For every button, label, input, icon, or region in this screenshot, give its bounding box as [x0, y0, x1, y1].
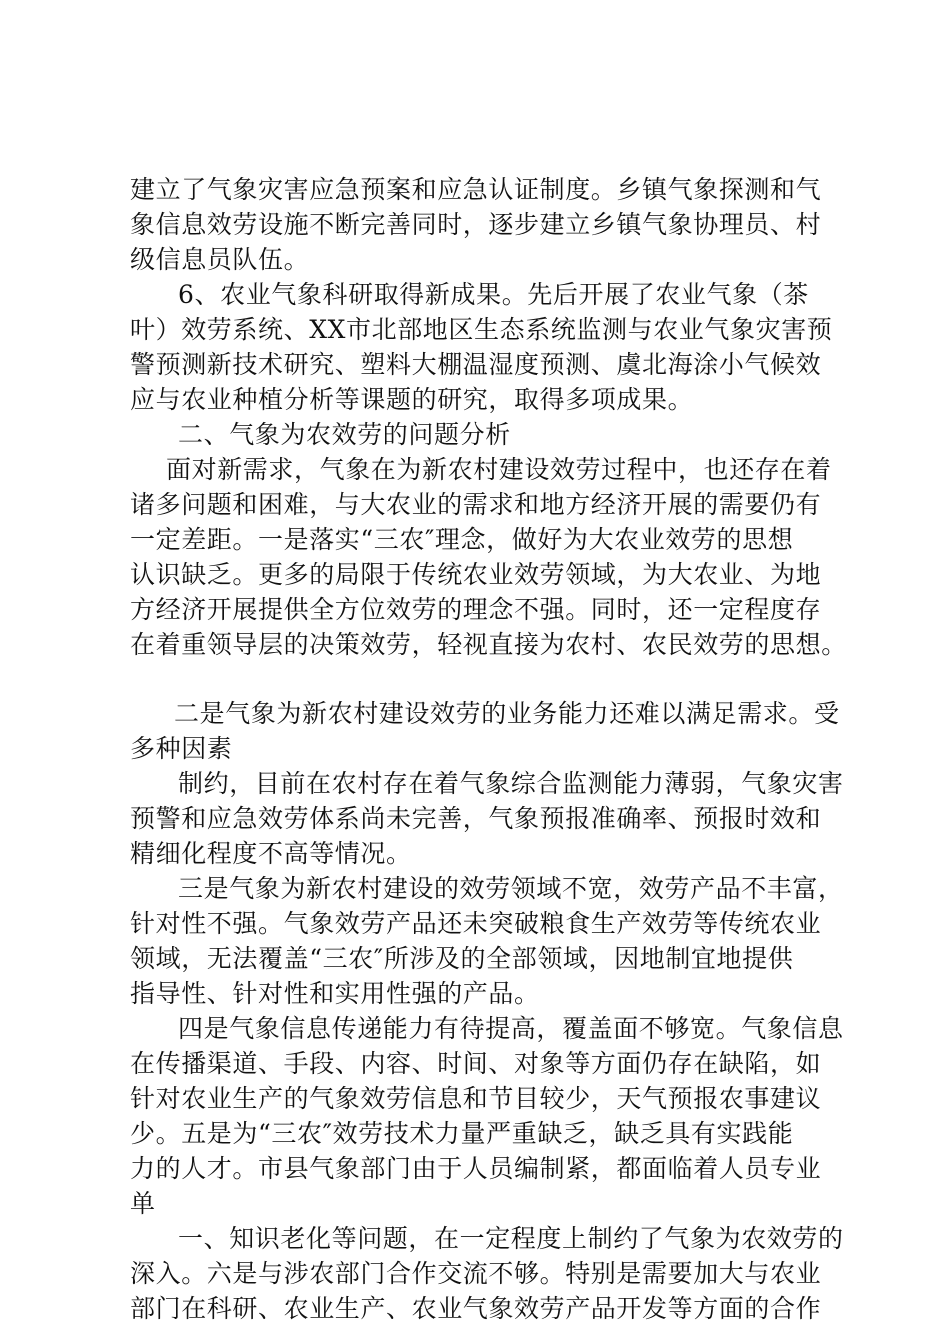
text-line: 制约，目前在农村存在着气象综合监测能力薄弱，气象灾害	[178, 769, 844, 798]
text-line: 在传播渠道、手段、内容、时间、对象等方面仍存在缺陷，如	[130, 1049, 822, 1078]
text-line: 面对新需求，气象在为新农村建设效劳过程中，也还存在着	[166, 455, 832, 484]
text-line: 方经济开展提供全方位效劳的理念不强。同时，还一定程度存	[130, 595, 822, 624]
text-line: 单	[130, 1189, 156, 1218]
text-line: 一、知识老化等问题，在一定程度上制约了气象为农效劳的	[178, 1224, 844, 1253]
text-line: 一定差距。一是落实“三农″理念，做好为大农业效劳的思想	[130, 525, 794, 554]
paragraph	[130, 277, 842, 417]
text-line: 6、农业气象科研取得新成果。先后开展了农业气象（茶	[178, 280, 809, 309]
text-line: 级信息员队伍。	[130, 245, 310, 274]
text-line: 针对农业生产的气象效劳信息和节目较少，天气预报农事建议	[130, 1084, 822, 1113]
paragraph	[130, 172, 842, 277]
text-line: 诸多问题和困难，与大农业的需求和地方经济开展的需要仍有	[130, 490, 822, 519]
text-line: 精细化程度不高等情况。	[130, 839, 412, 868]
paragraph	[130, 1221, 842, 1326]
text-line: 深入。六是与涉农部门合作交流不够。特别是需要加大与农业	[130, 1259, 822, 1288]
text-line: 四是气象信息传递能力有待提高，覆盖面不够宽。气象信息	[178, 1014, 844, 1043]
heading-line: 二、气象为农效劳的问题分析	[178, 420, 511, 449]
section-heading	[130, 417, 842, 452]
paragraph	[130, 766, 842, 871]
text-line: 三是气象为新农村建设的效劳领域不宽，效劳产品不丰富，	[178, 874, 844, 903]
paragraph	[130, 1011, 842, 1221]
text-line: 力的人才。市县气象部门由于人员编制紧，都面临着人员专业	[130, 1154, 822, 1183]
text-line: 领域，无法覆盖“三农″所涉及的全部领域，因地制宜地提供	[130, 944, 794, 973]
text-line: 在着重领导层的决策效劳，轻视直接为农村、农民效劳的思想。	[130, 630, 847, 659]
paragraph	[130, 452, 847, 662]
text-line: 象信息效劳设施不断完善同时，逐步建立乡镇气象协理员、村	[130, 210, 822, 239]
text-line: 预警和应急效劳体系尚未完善，气象预报准确率、预报时效和	[130, 804, 822, 833]
paragraph	[130, 696, 842, 766]
text-line: 警预测新技术研究、塑料大棚温湿度预测、虞北海涂小气候效	[130, 350, 822, 379]
text-line: 部门在科研、农业生产、农业气象效劳产品开发等方面的合作	[130, 1294, 822, 1323]
text-line: 少。五是为“三农″效劳技术力量严重缺乏，缺乏具有实践能	[130, 1119, 794, 1148]
text-line: 建立了气象灾害应急预案和应急认证制度。乡镇气象探测和气	[130, 175, 822, 204]
text-line: 应与农业种植分析等课题的研究，取得多项成果。	[130, 385, 694, 414]
text-line: 多种因素	[130, 734, 233, 763]
text-line: 针对性不强。气象效劳产品还未突破粮食生产效劳等传统农业	[130, 909, 822, 938]
text-line: 认识缺乏。更多的局限于传统农业效劳领域，为大农业、为地	[130, 560, 822, 589]
paragraph	[130, 871, 842, 1011]
paragraph-gap	[130, 662, 842, 696]
text-line: 指导性、针对性和实用性强的产品。	[130, 979, 540, 1008]
document-body	[130, 172, 847, 1326]
text-line: 叶）效劳系统、XX市北部地区生态系统监测与农业气象灾害预	[130, 315, 833, 344]
text-line: 二是气象为新农村建设效劳的业务能力还难以满足需求。受	[174, 699, 840, 728]
